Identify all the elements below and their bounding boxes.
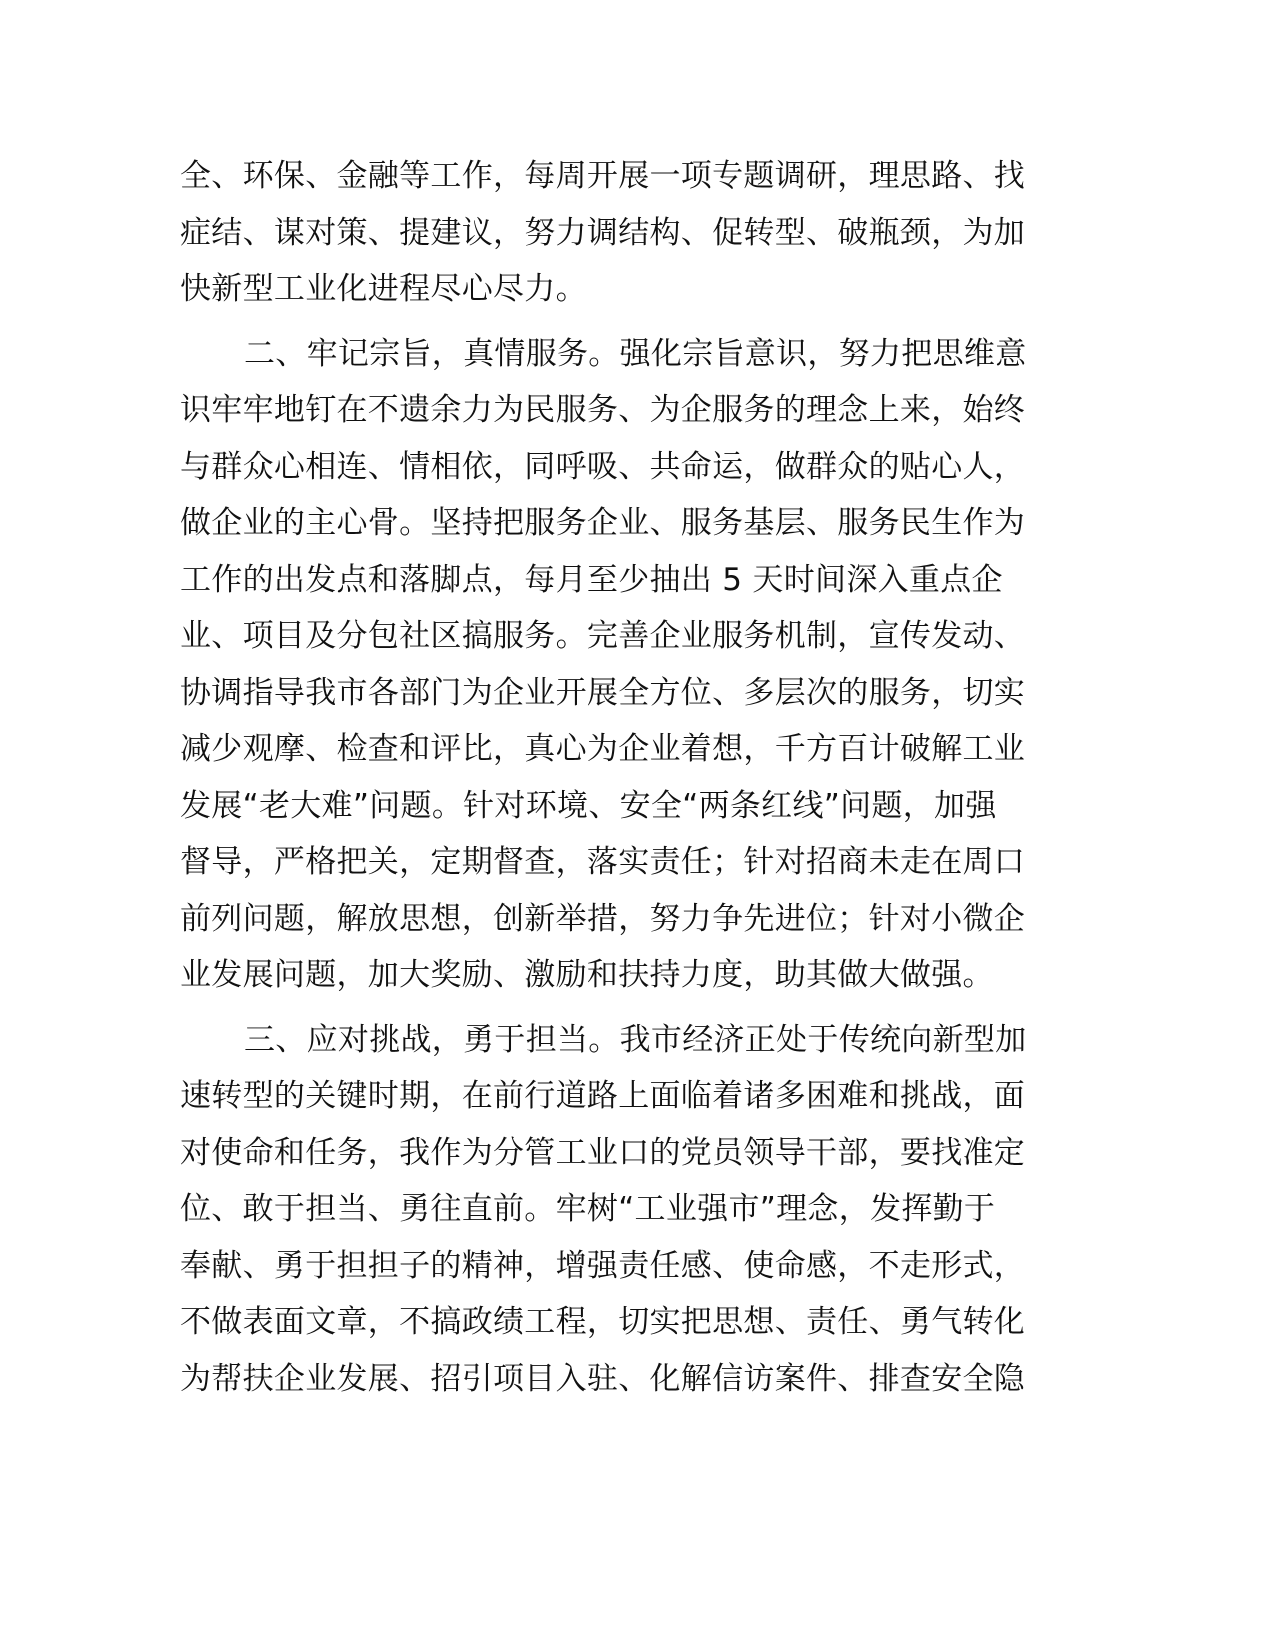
text-line: 前列问题，解放思想，创新举措，努力争先进位；针对小微企: [180, 900, 1026, 937]
paragraph-2: [180, 326, 1040, 1004]
paragraph-1: [180, 148, 1040, 318]
text-line: 速转型的关键时期，在前行道路上面临着诸多困难和挑战，面: [180, 1078, 1026, 1114]
text-line: 症结、谋对策、提建议，努力调结构、促转型、破瓶颈，为加: [180, 214, 1026, 251]
text-line: 业、项目及分包社区搞服务。完善企业服务机制，宣传发动、: [180, 618, 1026, 654]
text-line: 发展“老大难”问题。针对环境、安全“两条红线”问题，加强: [180, 787, 997, 824]
text-line: 协调指导我市各部门为企业开展全方位、多层次的服务，切实: [180, 674, 1026, 711]
text-line: 位、敢于担当、勇往直前。牢树“工业强市”理念，发挥勤于: [180, 1191, 996, 1227]
text-line: 督导，严格把关，定期督查，落实责任；针对招商未走在周口: [180, 844, 1026, 880]
text-line: 工作的出发点和落脚点，每月至少抽出 5 天时间深入重点企: [180, 561, 1003, 598]
text-line: 奉献、勇于担担子的精神，增强责任感、使命感，不走形式，: [180, 1247, 1026, 1284]
text-line: 全、环保、金融等工作，每周开展一项专题调研，理思路、找: [180, 158, 1026, 194]
text-line: 快新型工业化进程尽心尽力。: [180, 271, 587, 307]
text-line: 三、应对挑战，勇于担当。我市经济正处于传统向新型加: [244, 1021, 1027, 1058]
text-line: 二、牢记宗旨，真情服务。强化宗旨意识，努力把思维意: [244, 335, 1027, 372]
text-line: 减少观摩、检查和评比，真心为企业着想，千方百计破解工业: [180, 731, 1026, 767]
text-line: 与群众心相连、情相依，同呼吸、共命运，做群众的贴心人，: [180, 448, 1026, 485]
text-line: 不做表面文章，不搞政绩工程，切实把思想、责任、勇气转化: [180, 1304, 1026, 1340]
text-line: 做企业的主心骨。坚持把服务企业、服务基层、服务民生作为: [180, 505, 1026, 541]
document-page: [180, 148, 1040, 1407]
text-line: 识牢牢地钉在不遗余力为民服务、为企服务的理念上来，始终: [180, 392, 1026, 428]
text-line: 为帮扶企业发展、招引项目入驻、化解信访案件、排查安全隐: [180, 1360, 1026, 1397]
text-line: 对使命和任务，我作为分管工业口的党员领导干部，要找准定: [180, 1134, 1026, 1171]
paragraph-3: [180, 1012, 1040, 1408]
text-line: 业发展问题，加大奖励、激励和扶持力度，助其做大做强。: [180, 957, 994, 993]
